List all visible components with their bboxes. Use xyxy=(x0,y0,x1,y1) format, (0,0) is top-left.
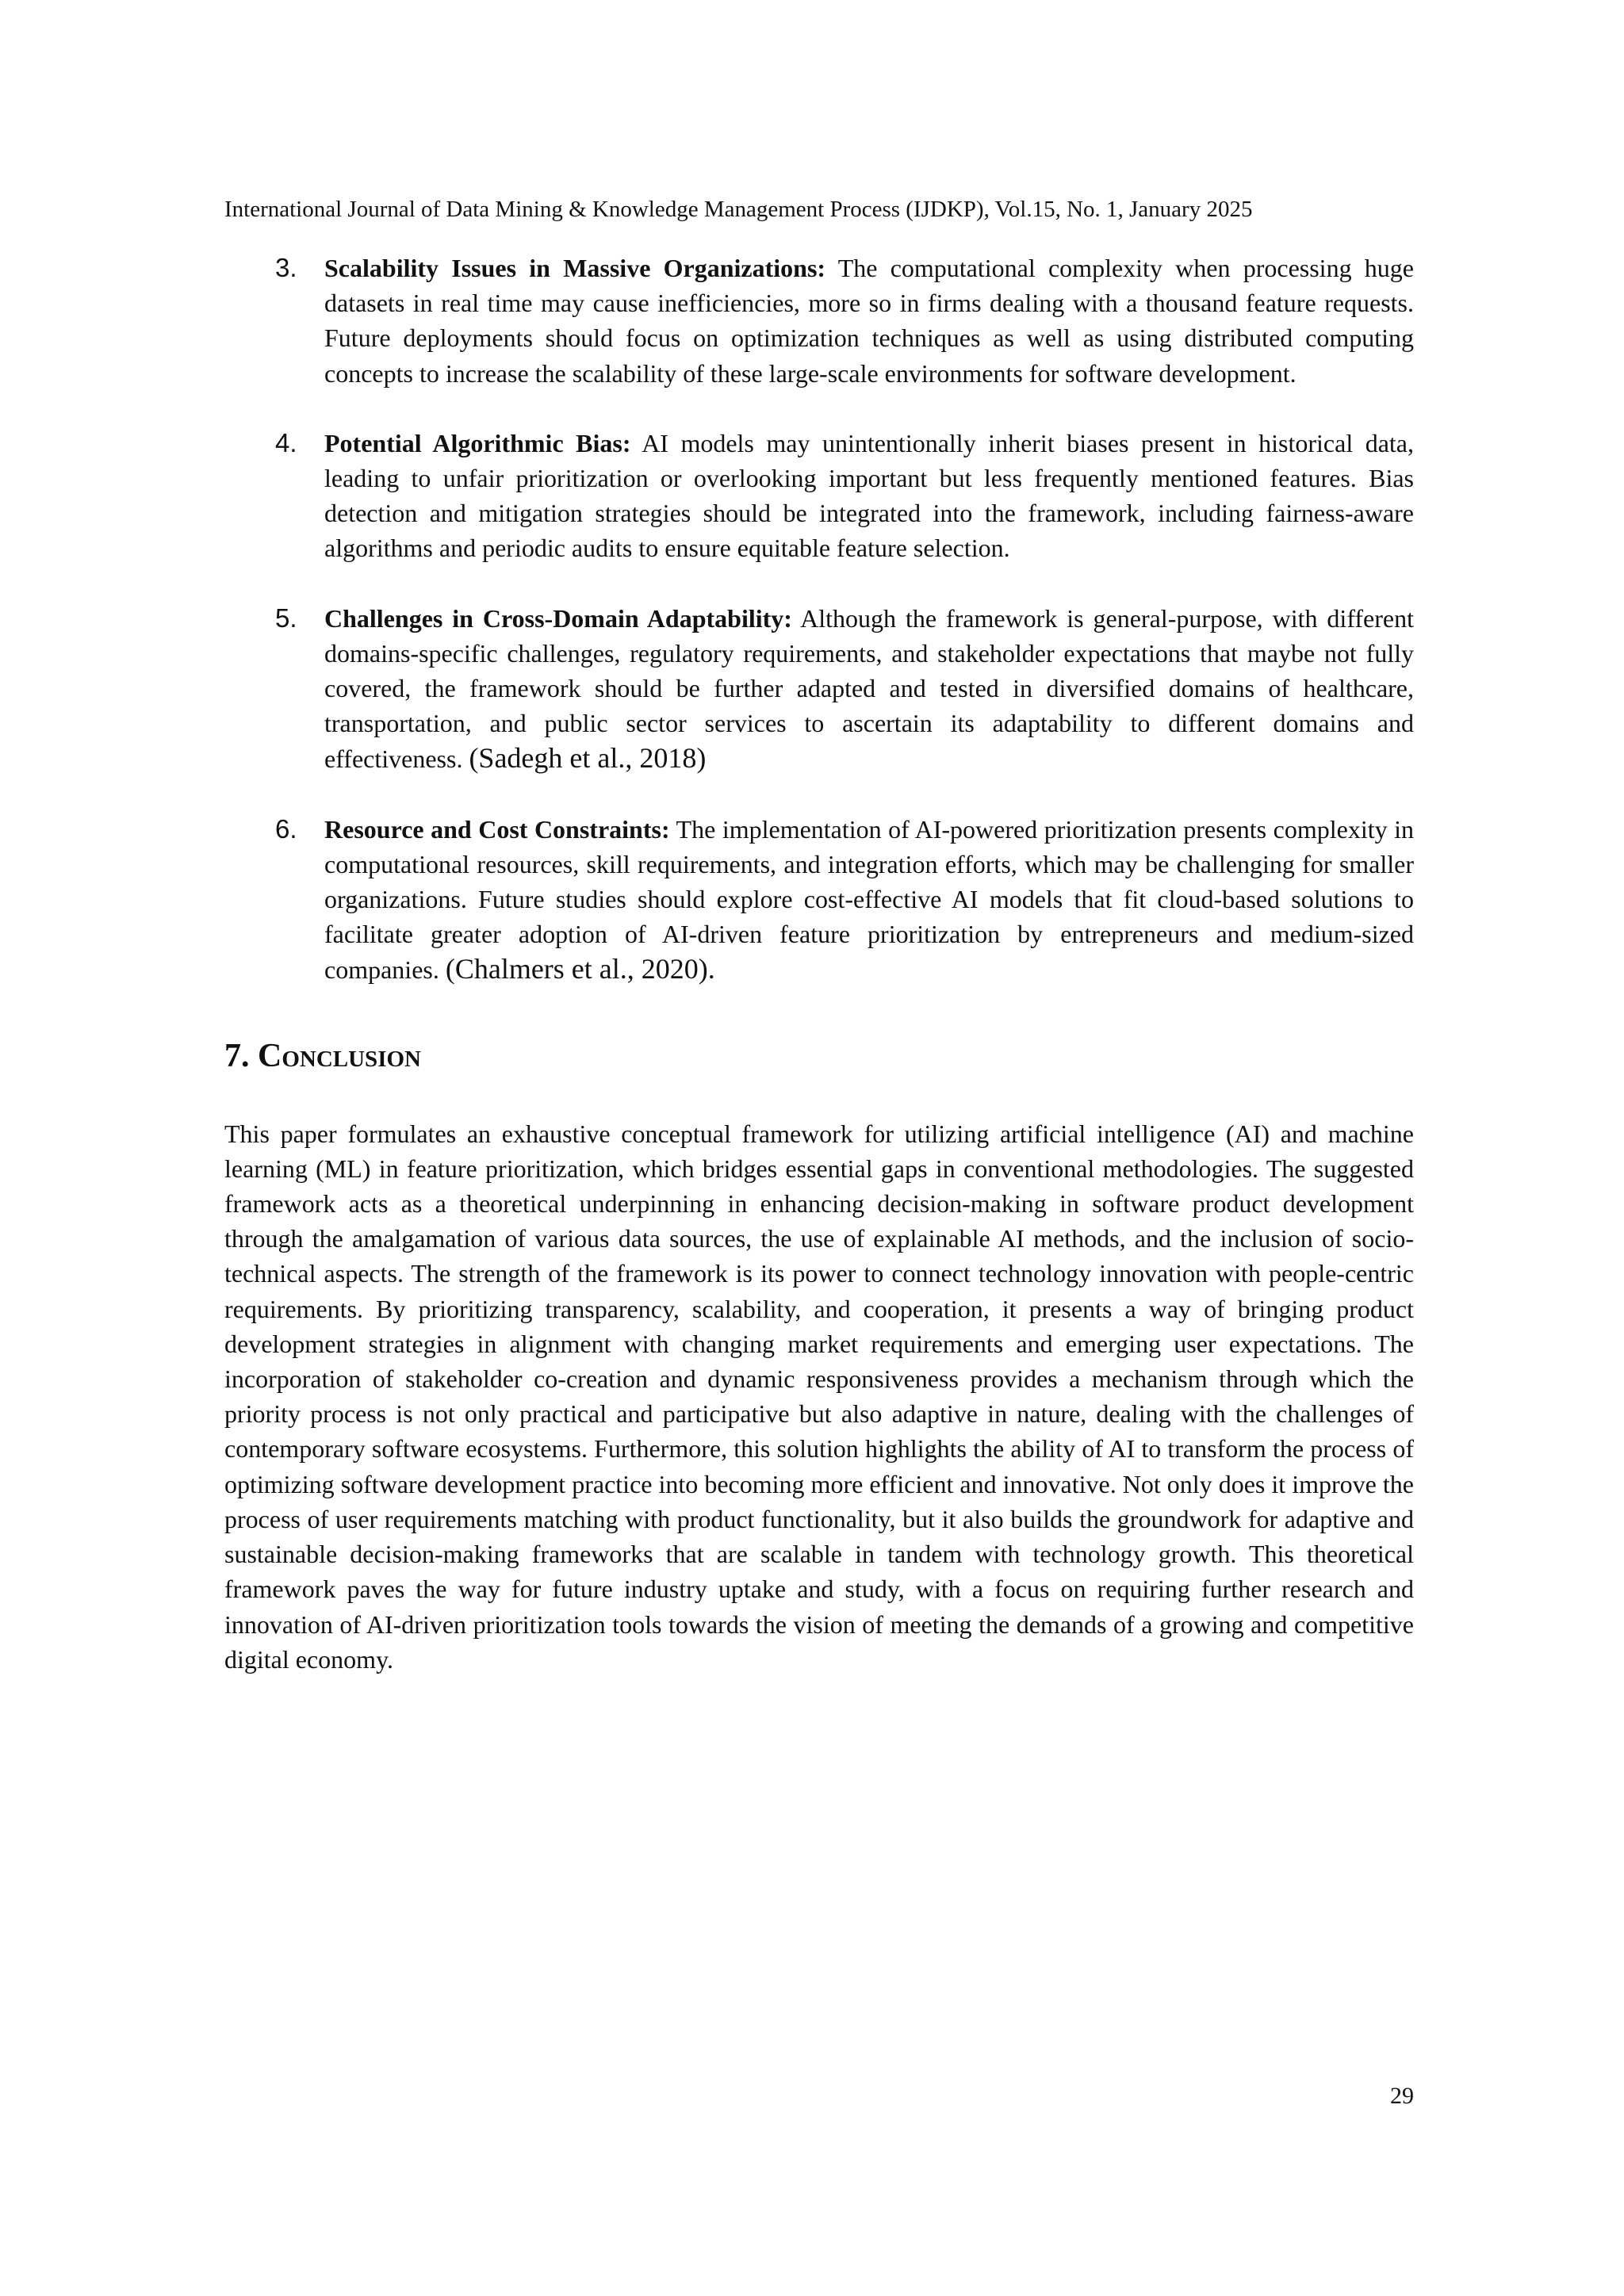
list-item-number: 3. xyxy=(275,253,297,282)
section-heading-conclusion xyxy=(224,1034,1414,1078)
list-item-text xyxy=(324,426,1414,566)
conclusion-paragraph: This paper formulates an exhaustive conceptual framework for utilizing artificial intelligence (AI) and machine learning (ML) in feature prioritization, which bridges essential gaps in conventional methodologies. The suggested framework acts as a theoretical underpinning in enhancing decision-making in software product development through the amalgamation of various data sources, the use of explainable AI methods, and the inclusion of socio-technical aspects. The strength of the framework is its power to connect technology innovation with people-centric requirements. By prioritizing transparency, scalability, and cooperation, it presents a way of bringing product development strategies in alignment with changing market requirements and emerging user expectations. The incorporation of stakeholder co-creation and dynamic responsiveness provides a mechanism through which the priority process is not only practical and participative but also adaptive in nature, dealing with the challenges of contemporary software ecosystems. Furthermore, this solution highlights the ability of AI to transform the process of optimizing software development practice into becoming more efficient and innovative. Not only does it improve the process of user requirements matching with product functionality, but it also builds the groundwork for adaptive and sustainable decision-making frameworks that are scalable in tandem with technology growth. This theoretical framework paves the way for future industry uptake and study, with a focus on requiring further research and innovation of AI-driven prioritization tools towards the vision of meeting the demands of a growing and competitive digital economy. xyxy=(224,1119,1414,1674)
citation: (Sadegh et al., 2018) xyxy=(469,742,707,775)
list-item-number: 6. xyxy=(275,813,297,844)
section-number: 7. xyxy=(224,1037,258,1074)
list-item-text xyxy=(324,601,1414,777)
list-item-number: 5. xyxy=(275,603,297,633)
list-item xyxy=(224,251,1414,391)
limitations-list xyxy=(224,251,1414,988)
list-item-title: Resource and Cost Constraints: xyxy=(324,814,670,844)
list-item-number: 4. xyxy=(275,427,297,457)
list-item-text xyxy=(324,251,1414,391)
list-item xyxy=(224,426,1414,566)
page-number: 29 xyxy=(1390,2083,1414,2109)
list-item-body: AI models may unintentionally inherit biases present in historical data, leading to unfair prioritization or overlooking important but less frequently mentioned features. Bias detection and mitigation strategies should be integrated into the framework, including fairness-aware algorithms and periodic audits to ensure equitable feature selection. xyxy=(324,428,1415,563)
list-item-title: Potential Algorithmic Bias: xyxy=(324,428,631,457)
list-item-body: The implementation of AI-powered prioritization presents complexity in computational resources, skill requirements, and integration efforts, which may be challenging for smaller organizations. Future studies should explore cost-effective AI models that fit cloud-based solutions to facilitate greater adoption of AI-driven feature prioritization by entrepreneurs and medium-sized companies. xyxy=(324,814,1415,985)
citation: (Chalmers et al., 2020). xyxy=(445,953,715,985)
running-header: International Journal of Data Mining & Knowledge Management Process (IJDKP), Vol.15, No. 1, January 2025 xyxy=(224,197,1253,222)
section-title: Conclusion xyxy=(258,1037,421,1074)
list-item xyxy=(224,601,1414,777)
list-item-text xyxy=(324,812,1414,988)
list-item xyxy=(224,812,1414,988)
list-item-body: The computational complexity when processing huge datasets in real time may cause inefficiencies, more so in firms dealing with a thousand feature requests. Future deployments should focus on optimization techniques as well as using distributed computing concepts to increase the scalability of these large-scale environments for software development. xyxy=(324,254,1414,388)
list-item-title: Challenges in Cross-Domain Adaptability: xyxy=(324,603,792,633)
list-item-body: Although the framework is general-purpose, with different domains-specific challenges, regulatory requirements, and stakeholder expectations that maybe not fully covered, the framework should be further adapted and tested in diversified domains of healthcare, transportation, and public sector services to ascertain its adaptability to different domains and effectiveness. xyxy=(324,603,1415,774)
list-item-title: Scalability Issues in Massive Organizations: xyxy=(324,254,826,282)
page-content xyxy=(224,251,1414,1677)
